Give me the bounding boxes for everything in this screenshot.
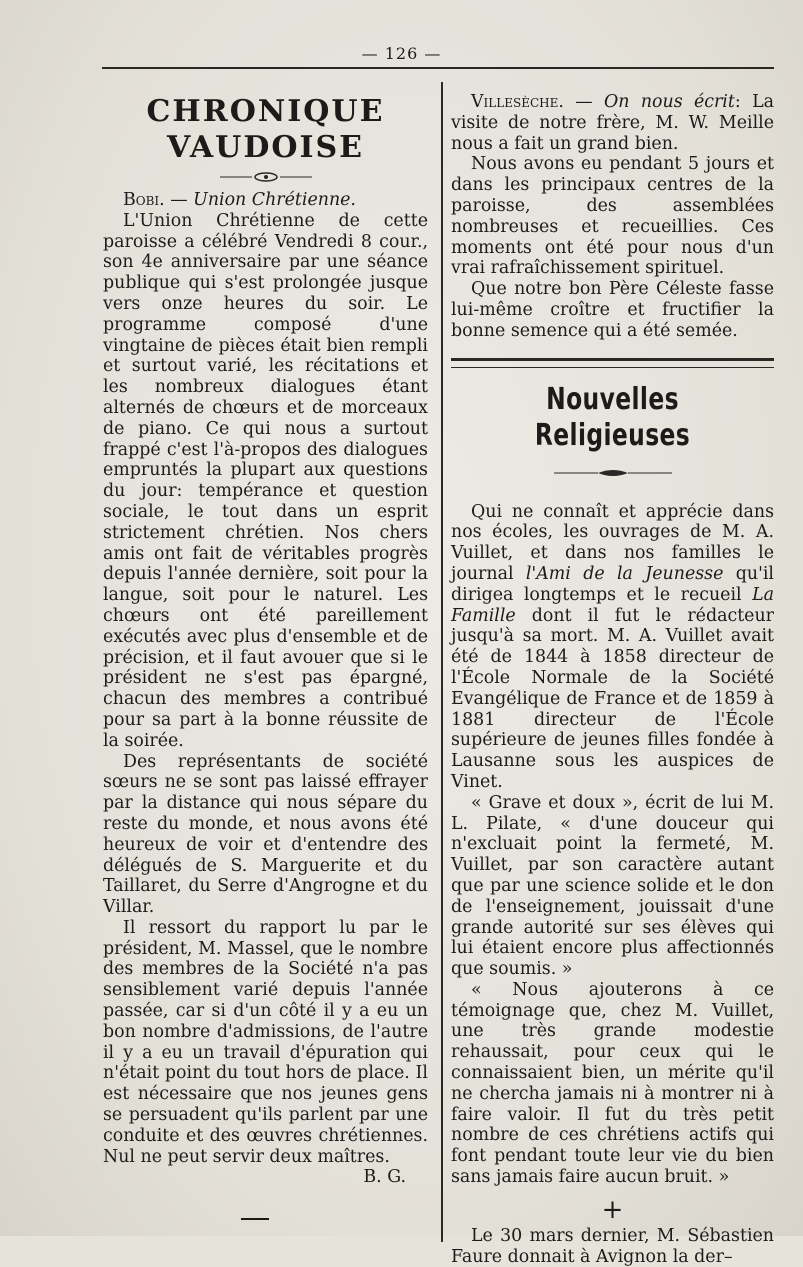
bobi-heading: Bobi. — Union Chrétienne. bbox=[123, 190, 356, 210]
page-number: — 126 — bbox=[361, 44, 442, 63]
section-title-chronique: CHRONIQUE VAUDOISE bbox=[146, 94, 385, 165]
cross-separator: + bbox=[601, 1194, 624, 1225]
place-villeseche: Villesèche. bbox=[471, 92, 564, 112]
union-chretienne: Union Chrétienne. bbox=[193, 190, 356, 210]
signature: B. G. bbox=[363, 1167, 406, 1188]
paragraph: Nous avons eu pendant 5 jours et dans les principaux centres de la paroisse, des assemblées nombreuses et recueillies. Ces moments ont été pour nous d'un vrai rafraîchissement spirituel. bbox=[451, 154, 774, 279]
place-bobi: Bobi. bbox=[123, 190, 165, 210]
left-column bbox=[103, 88, 428, 1220]
villeseche-paragraph: Villesèche. — On nous écrit: La visite de notre frère, M. W. Meille nous a fait un grand bien. bbox=[451, 92, 774, 154]
end-dash bbox=[241, 1218, 269, 1220]
paragraph: « Nous ajouterons à ce témoignage que, chez M. Vuillet, une très grande modestie rehaussait, pour ceux qui le connaissaient bien, un mérite qu'il ne chercha jamais ni à montrer ni à faire valoir. Il fut du très petit nombre de ces chrétiens actifs qui font pendant toute leur vie du bien sans jamais faire aucun bruit. » bbox=[451, 979, 774, 1188]
right-column bbox=[451, 92, 774, 1267]
paragraph: « Grave et doux », écrit de lui M. L. Pilate, « d'une douceur qui n'excluait point la fermeté, M. Vuillet, par son caractère autant que par une science solide et le don de l'enseignement, jouissait d'une grande autorité sur ses élèves qui lui étaient encore plus affectionnés que soumis. » bbox=[451, 792, 774, 980]
section-title-nouvelles: Nouvelles Religieuses bbox=[534, 381, 691, 453]
column-divider bbox=[441, 82, 443, 1242]
paragraph: Il ressort du rapport lu par le président, M. Massel, que le nombre des membres de la Société n'a pas sensiblement varié depuis l'année passée, car si d'un côté il y a eu un bon nombre d'admissions, de l'autre il y a eu un travail d'épuration qui n'était point du tout hors de place. Il est nécessaire que nos jeunes gens se persuadent qu'ils parlent par une conduite et des œuvres chrétiennes. Nul ne peut servir deux maîtres. bbox=[103, 917, 428, 1167]
ornament-divider-icon bbox=[548, 466, 678, 480]
ornament-divider-icon bbox=[216, 170, 316, 184]
vuillet-paragraph: Qui ne connaît et apprécie dans nos écoles, les ouvrages de M. A. Vuillet, et dans nos familles le journal l'Ami de la Jeunesse qu'il dirigea longtemps et le recueil La Famille dont il fut le rédacteur jusqu'à sa mort. M. A. Vuillet avait été de 1844 à 1858 directeur de l'École Normale de la Société Evangélique de France et de 1859 à 1881 directeur de l'École supérieure de jeunes filles fondée à Lausanne sous les auspices de Vinet. bbox=[451, 501, 774, 792]
section-rule bbox=[451, 358, 774, 368]
paragraph: L'Union Chrétienne de cette paroisse a célébré Vendredi 8 cour., son 4e anniversaire par une séance publique qui s'est prolongée jusque vers onze heures du soir. Le programme composé d'une vingtaine de pièces était bien rempli et surtout varié, les récitations et les nombreux dialogues étant alternés de chœurs et de morceaux de piano. Ce qui nous a surtout frappé c'est l'à-propos des dialogues empruntés la plupart aux questions du jour: tempérance et question sociale, le tout dans un esprit strictement chrétien. Nos chers amis ont fait de véritables progrès depuis l'année dernière, soit pour la langue, soit pour le naturel. Les chœurs ont été pareillement exécutés avec plus d'ensemble et de précision, et il faut avouer que si le président ne s'est pas épargné, chacun des membres a contribué pour sa part à la bonne réussite de la soirée. bbox=[103, 210, 428, 751]
paragraph: Que notre bon Père Céleste fasse lui-même croître et fructifier la bonne semence qui a été semée. bbox=[451, 279, 774, 341]
header-rule bbox=[102, 67, 774, 69]
paragraph: Le 30 mars dernier, M. Sébastien Faure donnait à Avignon la der– bbox=[451, 1225, 774, 1267]
paragraph: Des représentants de société sœurs ne se sont pas laissé effrayer par la distance qui nous sépare du reste du monde, et nous avons été heureux de voir et d'entendre des délégués de S. Marguerite et du Taillaret, du Serre d'Angrogne et du Villar. bbox=[103, 751, 428, 918]
